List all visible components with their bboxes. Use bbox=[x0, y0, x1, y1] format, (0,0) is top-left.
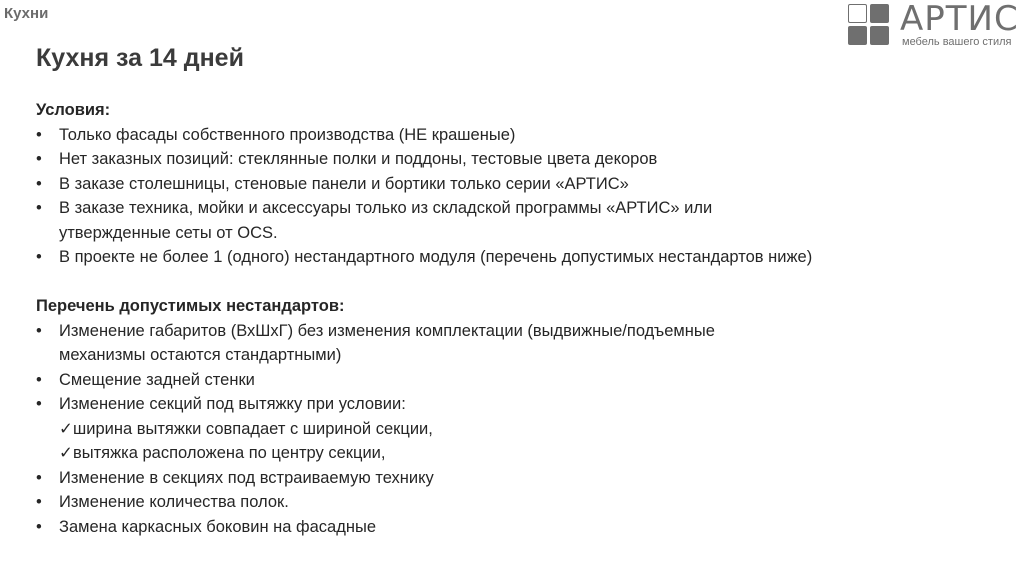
logo-tagline: мебель вашего стиля bbox=[902, 36, 1012, 48]
nonstandard-heading: Перечень допустимых нестандартов: bbox=[36, 297, 345, 315]
list-item-line: Изменение габаритов (ВхШхГ) без изменения комплектации (выдвижные/подъемные bbox=[59, 321, 715, 340]
list-item bbox=[36, 196, 996, 245]
list-item-line: В заказе техника, мойки и аксессуары только из складской программы «АРТИС» или bbox=[59, 199, 713, 217]
list-item: • В заказе столешницы, стеновые панели и бортики только серии «АРТИС» bbox=[36, 172, 996, 197]
logo-grid-icon bbox=[848, 4, 890, 46]
page-title: Кухня за 14 дней bbox=[36, 44, 244, 72]
logo-square-filled bbox=[870, 4, 889, 23]
list-item: • Только фасады собственного производства (НЕ крашеные) bbox=[36, 123, 996, 148]
list-item-line: утвержденные сеты от OCS. bbox=[59, 223, 278, 242]
list-item: • Изменение секций под вытяжку при условии: bbox=[36, 392, 996, 417]
check-item bbox=[36, 441, 996, 466]
logo-square-filled bbox=[848, 26, 867, 45]
logo-square-filled bbox=[870, 26, 889, 45]
checkmark-icon: ✓ bbox=[59, 419, 73, 438]
list-item: • Смещение задней стенки bbox=[36, 368, 996, 393]
conditions-heading: Условия: bbox=[36, 101, 111, 119]
slide-content bbox=[36, 98, 996, 539]
list-item: • Замена каркасных боковин на фасадные bbox=[36, 515, 996, 540]
list-item: • Нет заказных позиций: стеклянные полки и поддоны, тестовые цвета декоров bbox=[36, 147, 996, 172]
check-item-label: ширина вытяжки совпадает с шириной секции, bbox=[73, 419, 433, 438]
list-item: • Изменение в секциях под встраиваемую технику bbox=[36, 466, 996, 491]
logo-name: АРТИС bbox=[900, 0, 1019, 39]
checkmark-icon: ✓ bbox=[59, 444, 73, 462]
section-label: Кухни bbox=[4, 5, 49, 22]
logo-square-outline bbox=[848, 4, 867, 23]
check-item bbox=[36, 417, 996, 442]
conditions-list bbox=[36, 123, 996, 270]
list-item: • В проекте не более 1 (одного) нестандартного модуля (перечень допустимых нестандартов ниже) bbox=[36, 245, 996, 270]
list-item: • Изменение количества полок. bbox=[36, 490, 996, 515]
list-item bbox=[36, 319, 996, 368]
nonstandard-list bbox=[36, 319, 996, 540]
list-item-line: механизмы остаются стандартными) bbox=[59, 346, 342, 364]
artis-logo bbox=[848, 0, 1020, 48]
check-item-label: вытяжка расположена по центру секции, bbox=[73, 444, 386, 462]
spacer bbox=[36, 270, 996, 295]
